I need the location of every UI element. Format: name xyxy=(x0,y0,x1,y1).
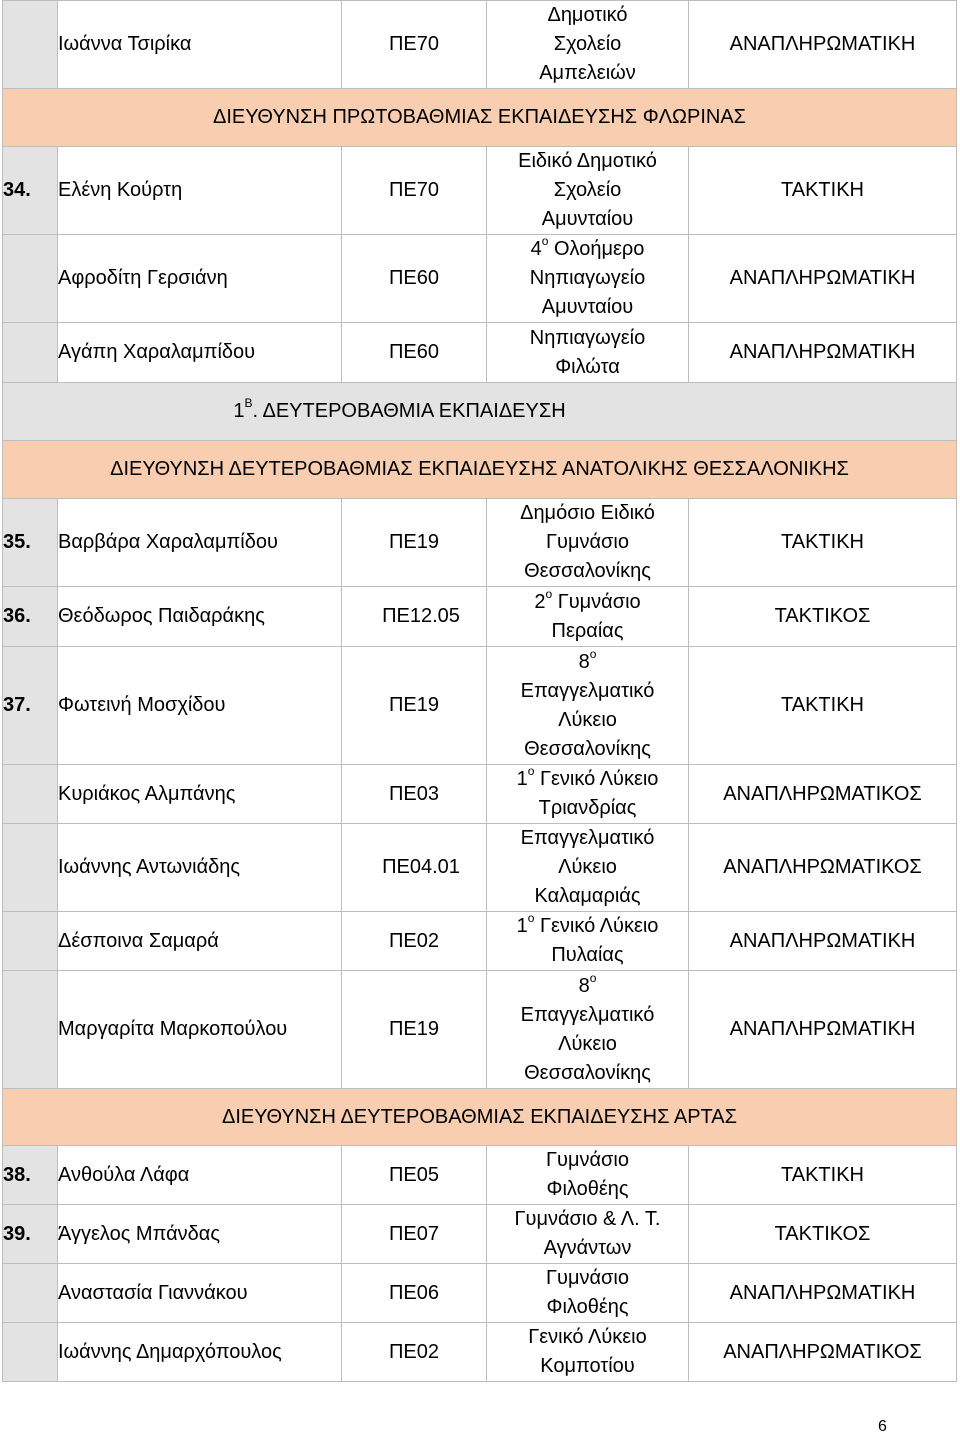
section-header-row xyxy=(3,441,957,499)
specialty: ΠΕ02 xyxy=(342,1323,487,1382)
row-number xyxy=(3,1,58,89)
row-number xyxy=(3,912,58,971)
school-cell xyxy=(487,765,689,824)
school-line: Πυλαίας xyxy=(551,944,624,966)
teacher-name: Κυριάκος Αλμπάνης xyxy=(58,765,342,824)
teacher-name: Άγγελος Μπάνδας xyxy=(58,1205,342,1264)
status-cell: ΑΝΑΠΛΗΡΩΜΑΤΙΚΗ xyxy=(689,971,957,1089)
row-number xyxy=(3,765,58,824)
school-ordinal: 2 xyxy=(534,590,546,613)
appointments-table xyxy=(2,0,957,1382)
school-line: Αμπελειών xyxy=(539,62,636,84)
specialty: ΠΕ02 xyxy=(342,912,487,971)
row-number xyxy=(3,824,58,912)
school-cell xyxy=(487,1146,689,1205)
section-header-row xyxy=(3,89,957,147)
teacher-name: Ανθούλα Λάφα xyxy=(58,1146,342,1205)
table-row xyxy=(3,971,957,1089)
school-line: Δημοτικό xyxy=(547,4,628,26)
specialty: ΠΕ60 xyxy=(342,323,487,383)
table-row xyxy=(3,1205,957,1264)
school-cell xyxy=(487,912,689,971)
status-cell: ΤΑΚΤΙΚΟΣ xyxy=(689,587,957,647)
school-line: Λύκειο xyxy=(558,1032,617,1055)
school-cell xyxy=(487,647,689,765)
school-line: Γενικό Λύκειο xyxy=(528,1326,647,1348)
table-row xyxy=(3,912,957,971)
school-cell xyxy=(487,235,689,323)
row-number: 38. xyxy=(3,1146,58,1205)
row-number: 37. xyxy=(3,647,58,765)
table-row xyxy=(3,1323,957,1382)
teacher-name: Δέσποινα Σαμαρά xyxy=(58,912,342,971)
school-line: Λύκειο xyxy=(558,856,617,878)
teacher-name: Ιωάννα Τσιρίκα xyxy=(58,1,342,89)
school-line: Αγνάντων xyxy=(543,1237,632,1259)
teacher-name: Αφροδίτη Γερσιάνη xyxy=(58,235,342,323)
school-line: Επαγγελματικό xyxy=(520,827,655,849)
table-row xyxy=(3,147,957,235)
school-line: Γυμνάσιο xyxy=(546,1149,629,1171)
school-line: Τριανδρίας xyxy=(538,797,637,819)
table-row xyxy=(3,1,957,89)
school-line: Θεσσαλονίκης xyxy=(524,560,651,582)
status-cell: ΑΝΑΠΛΗΡΩΜΑΤΙΚΗ xyxy=(689,235,957,323)
ordinal-suffix: ο xyxy=(527,764,535,779)
teacher-name: Αναστασία Γιαννάκου xyxy=(58,1264,342,1323)
row-number xyxy=(3,1264,58,1323)
status-cell: ΑΝΑΠΛΗΡΩΜΑΤΙΚΗ xyxy=(689,1264,957,1323)
school-line: Επαγγελματικό xyxy=(520,1003,655,1026)
status-cell: ΤΑΚΤΙΚΗ xyxy=(689,647,957,765)
school-line: Κομποτίου xyxy=(540,1355,635,1377)
row-number xyxy=(3,971,58,1089)
status-cell: ΑΝΑΠΛΗΡΩΜΑΤΙΚΗ xyxy=(689,323,957,383)
ordinal-suffix: ο xyxy=(589,646,597,661)
school-cell xyxy=(487,499,689,587)
school-line: Αμυνταίου xyxy=(541,296,634,318)
specialty: ΠΕ19 xyxy=(342,971,487,1089)
school-cell xyxy=(487,971,689,1089)
table-row xyxy=(3,1264,957,1323)
school-cell xyxy=(487,323,689,383)
row-number xyxy=(3,1323,58,1382)
school-text: Ολοήμερο xyxy=(553,238,645,260)
specialty: ΠΕ06 xyxy=(342,1264,487,1323)
status-cell: ΤΑΚΤΙΚΗ xyxy=(689,147,957,235)
status-cell: ΤΑΚΤΙΚΗ xyxy=(689,1146,957,1205)
section-title-secondary xyxy=(3,383,957,441)
school-line: Καλαμαριάς xyxy=(534,885,641,907)
school-line: Αμυνταίου xyxy=(541,208,634,230)
school-cell xyxy=(487,587,689,647)
school-cell xyxy=(487,1205,689,1264)
school-line: Σχολείο xyxy=(553,33,622,55)
table-row xyxy=(3,499,957,587)
row-number xyxy=(3,323,58,383)
school-text: Γενικό Λύκειο xyxy=(539,768,659,790)
school-line: Γυμνάσιο & Λ. Τ. xyxy=(514,1208,661,1230)
school-line: Σχολείο xyxy=(553,179,622,201)
school-ordinal: 1 xyxy=(516,768,528,790)
table-row xyxy=(3,1146,957,1205)
section-header-arta: ΔΙΕΥΘΥΝΣΗ ΔΕΥΤΕΡΟΒΑΘΜΙΑΣ ΕΚΠΑΙΔΕΥΣΗΣ ΑΡΤΑΣ xyxy=(3,1089,957,1146)
school-ordinal: 8 xyxy=(578,974,590,997)
ordinal-suffix: ο xyxy=(545,586,553,601)
school-line xyxy=(487,765,688,794)
title-text: . ΔΕΥΤΕΡΟΒΑΘΜΙΑ ΕΚΠΑΙΔΕΥΣΗ xyxy=(252,400,566,422)
page-number: 6 xyxy=(878,1418,887,1435)
school-line: Νηπιαγωγείο xyxy=(529,326,646,349)
school-line: Φιλοθέης xyxy=(546,1296,629,1318)
school-cell xyxy=(487,1,689,89)
table-row xyxy=(3,824,957,912)
row-number: 34. xyxy=(3,147,58,235)
school-line: Φιλοθέης xyxy=(546,1178,629,1200)
row-number: 39. xyxy=(3,1205,58,1264)
specialty: ΠΕ12.05 xyxy=(342,587,487,647)
school-line: Επαγγελματικό xyxy=(520,679,655,702)
school-line: Γυμνάσιο xyxy=(546,531,629,553)
school-line xyxy=(487,235,688,264)
status-cell: ΑΝΑΠΛΗΡΩΜΑΤΙΚΟΣ xyxy=(689,1323,957,1382)
specialty: ΠΕ19 xyxy=(342,499,487,587)
teacher-name: Βαρβάρα Χαραλαμπίδου xyxy=(58,499,342,587)
school-line xyxy=(487,648,688,677)
specialty: ΠΕ60 xyxy=(342,235,487,323)
school-line: Νηπιαγωγείο xyxy=(529,267,646,289)
specialty: ΠΕ04.01 xyxy=(342,824,487,912)
status-cell: ΑΝΑΠΛΗΡΩΜΑΤΙΚΟΣ xyxy=(689,765,957,824)
status-cell: ΑΝΑΠΛΗΡΩΜΑΤΙΚΟΣ xyxy=(689,824,957,912)
ordinal-suffix: ο xyxy=(541,234,549,249)
school-line: Θεσσαλονίκης xyxy=(524,1061,651,1084)
school-line: Δημόσιο Ειδικό xyxy=(520,502,655,524)
section-header-row xyxy=(3,1089,957,1146)
title-sup: Β xyxy=(244,396,253,411)
ordinal-suffix: ο xyxy=(527,911,535,926)
specialty: ΠΕ03 xyxy=(342,765,487,824)
school-cell xyxy=(487,147,689,235)
school-ordinal: 4 xyxy=(530,238,542,260)
section-title-row xyxy=(3,383,957,441)
school-line: Γυμνάσιο xyxy=(546,1267,629,1289)
school-line: Λύκειο xyxy=(558,708,617,731)
specialty: ΠΕ70 xyxy=(342,1,487,89)
ordinal-suffix: ο xyxy=(589,970,597,985)
school-line: Περαίας xyxy=(551,619,624,642)
school-ordinal: 8 xyxy=(578,650,590,673)
specialty: ΠΕ07 xyxy=(342,1205,487,1264)
school-line: Θεσσαλονίκης xyxy=(524,737,651,760)
specialty: ΠΕ05 xyxy=(342,1146,487,1205)
status-cell: ΑΝΑΠΛΗΡΩΜΑΤΙΚΗ xyxy=(689,1,957,89)
school-cell xyxy=(487,1323,689,1382)
school-cell xyxy=(487,824,689,912)
school-text: Γυμνάσιο xyxy=(557,590,641,613)
specialty: ΠΕ70 xyxy=(342,147,487,235)
school-line xyxy=(487,912,688,941)
table-row xyxy=(3,323,957,383)
status-cell: ΤΑΚΤΙΚΗ xyxy=(689,499,957,587)
school-line: Φιλώτα xyxy=(555,355,620,378)
school-text: Γενικό Λύκειο xyxy=(539,915,659,937)
row-number xyxy=(3,235,58,323)
school-line xyxy=(487,588,688,617)
status-cell: ΤΑΚΤΙΚΟΣ xyxy=(689,1205,957,1264)
teacher-name: Ιωάννης Δημαρχόπουλος xyxy=(58,1323,342,1382)
teacher-name: Ιωάννης Αντωνιάδης xyxy=(58,824,342,912)
table-row xyxy=(3,235,957,323)
school-line: Ειδικό Δημοτικό xyxy=(518,150,657,172)
school-cell xyxy=(487,1264,689,1323)
specialty: ΠΕ19 xyxy=(342,647,487,765)
row-number: 35. xyxy=(3,499,58,587)
school-line xyxy=(487,972,688,1001)
teacher-name: Φωτεινή Μοσχίδου xyxy=(58,647,342,765)
table-row xyxy=(3,587,957,647)
section-header-thessaloniki: ΔΙΕΥΘΥΝΣΗ ΔΕΥΤΕΡΟΒΑΘΜΙΑΣ ΕΚΠΑΙΔΕΥΣΗΣ ΑΝΑΤΟΛΙΚΗΣ ΘΕΣΣΑΛΟΝΙΚΗΣ xyxy=(3,441,957,499)
section-header-florina: ΔΙΕΥΘΥΝΣΗ ΠΡΩΤΟΒΑΘΜΙΑΣ ΕΚΠΑΙΔΕΥΣΗΣ ΦΛΩΡΙΝΑΣ xyxy=(3,89,957,147)
status-cell: ΑΝΑΠΛΗΡΩΜΑΤΙΚΗ xyxy=(689,912,957,971)
title-number: 1 xyxy=(233,400,245,422)
teacher-name: Μαργαρίτα Μαρκοπούλου xyxy=(58,971,342,1089)
teacher-name: Ελένη Κούρτη xyxy=(58,147,342,235)
table-row xyxy=(3,765,957,824)
row-number: 36. xyxy=(3,587,58,647)
table-row xyxy=(3,647,957,765)
teacher-name: Θεόδωρος Παιδαράκης xyxy=(58,587,342,647)
school-ordinal: 1 xyxy=(516,915,528,937)
teacher-name: Αγάπη Χαραλαμπίδου xyxy=(58,323,342,383)
